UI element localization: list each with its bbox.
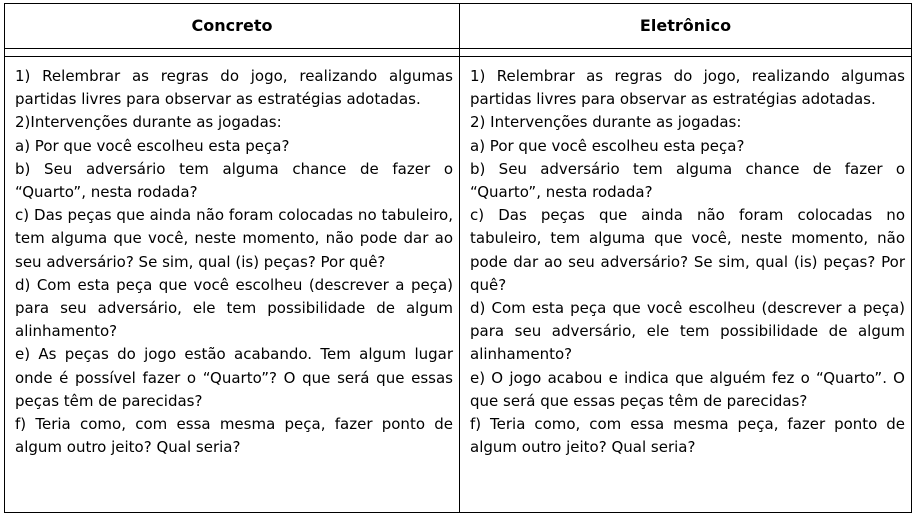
list-item: 1) Relembrar as regras do jogo, realizando algumas partidas livres para observar as estratégias adotadas.: [15, 67, 453, 109]
list-item: c) Das peças que ainda não foram colocadas no tabuleiro, tem alguma que você, neste momento, não pode dar ao seu adversário? Se sim, qual (is) peças? Por quê?: [15, 206, 453, 271]
list-item: e) O jogo acabou e indica que alguém fez o “Quarto”. O que será que essas peças têm de parecidas?: [470, 368, 905, 410]
list-item: 2)Intervenções durante as jogadas:: [15, 113, 282, 132]
content-row: [5, 57, 912, 513]
list-item: 2) Intervenções durante as jogadas:: [470, 113, 742, 132]
list-item: a) Por que você escolheu esta peça?: [15, 136, 290, 155]
list-item: 1) Relembrar as regras do jogo, realizando algumas partidas livres para observar as estratégias adotadas.: [470, 67, 905, 109]
list-item: a) Por que você escolheu esta peça?: [470, 136, 745, 155]
column-header-eletronico: Eletrônico: [460, 4, 912, 49]
eletronico-cell: [460, 57, 912, 513]
comparison-table: [4, 3, 912, 513]
column-header-concreto: Concreto: [5, 4, 460, 49]
list-item: e) As peças do jogo estão acabando. Tem algum lugar onde é possível fazer o “Quarto”? O que será que essas peças têm de parecidas?: [15, 345, 453, 410]
list-item: f) Teria como, com essa mesma peça, fazer ponto de algum outro jeito? Qual seria?: [15, 415, 453, 457]
list-item: d) Com esta peça que você escolheu (descrever a peça) para seu adversário, ele tem possibilidade de algum alinhamento?: [15, 275, 453, 341]
list-item: f) Teria como, com essa mesma peça, fazer ponto de algum outro jeito? Qual seria?: [470, 415, 905, 457]
header-row: [5, 4, 912, 49]
list-item: b) Seu adversário tem alguma chance de fazer o “Quarto”, nesta rodada?: [470, 159, 905, 202]
spacer-row: [5, 49, 912, 57]
list-item: b) Seu adversário tem alguma chance de fazer o “Quarto”, nesta rodada?: [15, 159, 453, 202]
list-item: d) Com esta peça que você escolheu (descrever a peça) para seu adversário, ele tem possibilidade de algum alinhamento?: [470, 299, 905, 364]
list-item: c) Das peças que ainda não foram colocadas no tabuleiro, tem alguma que você, neste momento, não pode dar ao seu adversário? Se sim, qual (is) peças? Por quê?: [470, 206, 905, 294]
concreto-cell: [5, 57, 460, 513]
